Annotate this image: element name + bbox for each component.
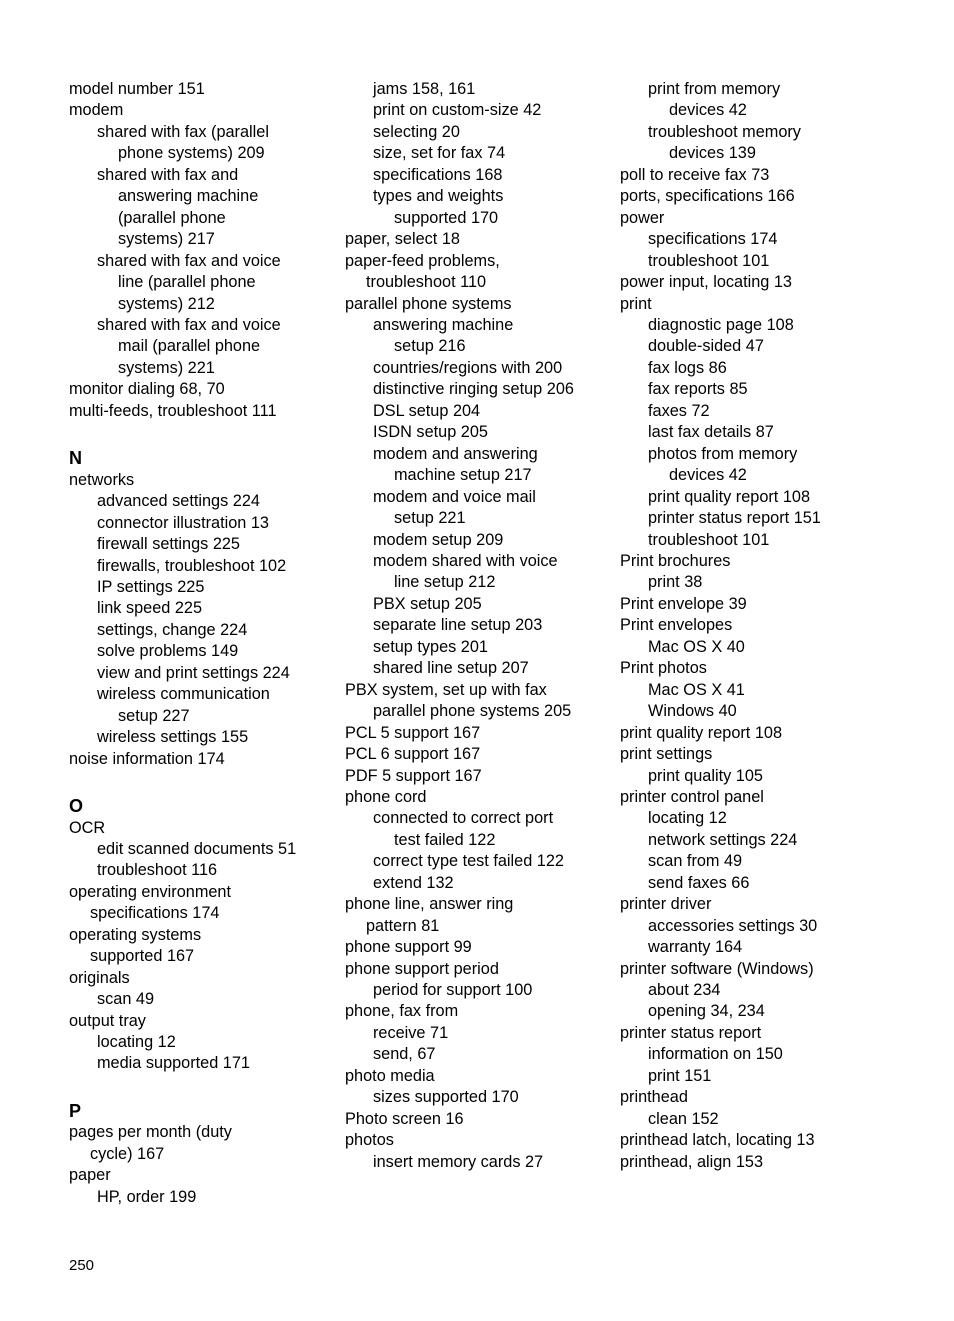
index-subentry: shared with fax (parallel bbox=[97, 122, 269, 141]
index-continuation: (parallel phone bbox=[118, 208, 226, 227]
index-entry: phone cord bbox=[345, 787, 427, 806]
index-subentry: jams 158, 161 bbox=[373, 80, 476, 98]
index-continuation: specifications 174 bbox=[90, 904, 220, 923]
index-continuation: setup 227 bbox=[118, 706, 190, 725]
index-continuation: devices 139 bbox=[669, 144, 756, 163]
index-entry: phone support period bbox=[345, 959, 499, 978]
index-subentry: period for support 100 bbox=[373, 981, 533, 1000]
index-subentry: parallel phone systems 205 bbox=[373, 702, 572, 721]
index-entry: PCL 5 support 167 bbox=[345, 723, 481, 742]
index-entry: PDF 5 support 167 bbox=[345, 766, 482, 785]
section-spacer bbox=[69, 770, 331, 795]
index-entry: print settings bbox=[620, 745, 713, 764]
index-entry: operating environment bbox=[69, 882, 232, 901]
index-entry: model number 151 bbox=[69, 80, 205, 98]
index-entry: originals bbox=[69, 968, 130, 987]
index-subentry: printer status report 151 bbox=[648, 509, 821, 528]
index-entry: print quality report 108 bbox=[620, 723, 783, 742]
index-entry: output tray bbox=[69, 1011, 146, 1030]
index-subentry: size, set for fax 74 bbox=[373, 144, 506, 163]
index-subentry: connector illustration 13 bbox=[97, 513, 269, 532]
index-entry: photos bbox=[345, 1131, 394, 1150]
index-subentry: send faxes 66 bbox=[648, 873, 750, 892]
index-continuation: systems) 221 bbox=[118, 358, 215, 377]
index-subentry: wireless settings 155 bbox=[97, 728, 249, 747]
index-subentry: edit scanned documents 51 bbox=[97, 839, 297, 858]
index-subentry: ISDN setup 205 bbox=[373, 423, 488, 442]
index-subentry: print quality 105 bbox=[648, 766, 763, 785]
index-subentry: troubleshoot 101 bbox=[648, 251, 770, 270]
index-subentry: PBX setup 205 bbox=[373, 594, 482, 613]
index-continuation: devices 42 bbox=[669, 466, 747, 485]
index-column-2 bbox=[345, 79, 607, 1173]
index-subentry: distinctive ringing setup 206 bbox=[373, 380, 574, 399]
index-subentry: last fax details 87 bbox=[648, 423, 774, 442]
index-subentry: clean 152 bbox=[648, 1109, 719, 1128]
index-entry: PBX system, set up with fax bbox=[345, 680, 547, 699]
index-subentry: shared with fax and bbox=[97, 165, 239, 184]
index-entry: pages per month (duty bbox=[69, 1123, 232, 1142]
index-entry: poll to receive fax 73 bbox=[620, 165, 770, 184]
index-entry: Print brochures bbox=[620, 551, 731, 570]
index-entry: paper bbox=[69, 1166, 111, 1185]
index-continuation: line setup 212 bbox=[394, 573, 496, 592]
index-subentry: opening 34, 234 bbox=[648, 1002, 765, 1021]
index-entry: phone support 99 bbox=[345, 938, 472, 957]
index-subentry: shared with fax and voice bbox=[97, 315, 281, 334]
index-entry: Print photos bbox=[620, 659, 707, 678]
index-subentry: photos from memory bbox=[648, 444, 798, 463]
index-subentry: solve problems 149 bbox=[97, 642, 239, 661]
index-subentry: view and print settings 224 bbox=[97, 663, 290, 682]
index-subentry: firewalls, troubleshoot 102 bbox=[97, 556, 287, 575]
index-subentry: Windows 40 bbox=[648, 702, 737, 721]
index-entry: print bbox=[620, 294, 652, 313]
index-entry: PCL 6 support 167 bbox=[345, 745, 481, 764]
index-subentry: firewall settings 225 bbox=[97, 535, 240, 554]
index-entry: OCR bbox=[69, 818, 106, 837]
index-subentry: settings, change 224 bbox=[97, 620, 248, 639]
index-subentry: send, 67 bbox=[373, 1045, 436, 1064]
index-entry: paper-feed problems, bbox=[345, 251, 500, 270]
index-subentry: separate line setup 203 bbox=[373, 616, 543, 635]
index-entry: printer software (Windows) bbox=[620, 959, 814, 978]
index-continuation: supported 170 bbox=[394, 208, 499, 227]
index-subentry: print 38 bbox=[648, 573, 703, 592]
index-continuation: cycle) 167 bbox=[90, 1144, 165, 1163]
index-subentry: correct type test failed 122 bbox=[373, 852, 564, 871]
index-continuation: test failed 122 bbox=[394, 830, 496, 849]
index-continuation: mail (parallel phone bbox=[118, 337, 261, 356]
index-continuation: systems) 217 bbox=[118, 230, 215, 249]
index-continuation: systems) 212 bbox=[118, 294, 215, 313]
index-entry: phone, fax from bbox=[345, 1002, 459, 1021]
index-subentry: troubleshoot memory bbox=[648, 122, 801, 141]
index-entry: photo media bbox=[345, 1066, 435, 1085]
index-entry: networks bbox=[69, 470, 135, 489]
index-subentry: troubleshoot 101 bbox=[648, 530, 770, 549]
index-subentry: specifications 168 bbox=[373, 165, 503, 184]
index-subentry: modem and answering bbox=[373, 444, 538, 463]
index-continuation: pattern 81 bbox=[366, 916, 440, 935]
index-subentry: troubleshoot 116 bbox=[97, 861, 218, 880]
index-subentry: print on custom-size 42 bbox=[373, 101, 542, 120]
index-subentry: warranty 164 bbox=[648, 938, 743, 957]
index-subentry: wireless communication bbox=[97, 685, 270, 704]
index-entry: printer status report bbox=[620, 1023, 762, 1042]
index-entry: parallel phone systems bbox=[345, 294, 512, 313]
index-subentry: connected to correct port bbox=[373, 809, 554, 828]
index-subentry: shared line setup 207 bbox=[373, 659, 529, 678]
section-spacer bbox=[69, 1075, 331, 1100]
index-subentry: link speed 225 bbox=[97, 599, 203, 618]
index-entry: multi-feeds, troubleshoot 111 bbox=[69, 401, 277, 420]
index-continuation: troubleshoot 110 bbox=[366, 273, 487, 292]
index-subentry: shared with fax and voice bbox=[97, 251, 281, 270]
index-subentry: print quality report 108 bbox=[648, 487, 811, 506]
index-continuation: line (parallel phone bbox=[118, 273, 256, 292]
index-continuation: answering machine bbox=[118, 187, 259, 206]
section-letter: N bbox=[69, 448, 82, 469]
index-subentry: accessories settings 30 bbox=[648, 916, 818, 935]
index-entry: printer control panel bbox=[620, 787, 764, 806]
index-subentry: about 234 bbox=[648, 981, 721, 1000]
index-subentry: faxes 72 bbox=[648, 401, 710, 420]
index-subentry: HP, order 199 bbox=[97, 1187, 197, 1206]
index-subentry: types and weights bbox=[373, 187, 504, 206]
index-column-1 bbox=[69, 79, 331, 1208]
index-entry: power input, locating 13 bbox=[620, 273, 792, 292]
index-subentry: scan from 49 bbox=[648, 852, 743, 871]
index-entry: phone line, answer ring bbox=[345, 895, 514, 914]
section-letter: O bbox=[69, 796, 84, 817]
index-subentry: network settings 224 bbox=[648, 830, 798, 849]
index-subentry: DSL setup 204 bbox=[373, 401, 481, 420]
index-entry: printhead bbox=[620, 1088, 688, 1107]
index-column-3 bbox=[620, 79, 882, 1173]
index-subentry: print 151 bbox=[648, 1066, 712, 1085]
index-entry: paper, select 18 bbox=[345, 230, 460, 249]
index-subentry: scan 49 bbox=[97, 990, 155, 1009]
index-subentry: extend 132 bbox=[373, 873, 454, 892]
index-subentry: countries/regions with 200 bbox=[373, 358, 563, 377]
index-subentry: answering machine bbox=[373, 315, 514, 334]
index-entry: Print envelope 39 bbox=[620, 594, 747, 613]
section-letter: P bbox=[69, 1100, 82, 1121]
index-entry: ports, specifications 166 bbox=[620, 187, 795, 206]
index-entry: Photo screen 16 bbox=[345, 1109, 464, 1128]
index-continuation: devices 42 bbox=[669, 101, 747, 120]
index-subentry: media supported 171 bbox=[97, 1054, 250, 1073]
index-subentry: locating 12 bbox=[648, 809, 727, 828]
index-entry: printhead latch, locating 13 bbox=[620, 1131, 815, 1150]
index-subentry: fax reports 85 bbox=[648, 380, 748, 399]
index-entry: noise information 174 bbox=[69, 749, 225, 768]
index-subentry: locating 12 bbox=[97, 1033, 176, 1052]
index-subentry: Mac OS X 40 bbox=[648, 637, 745, 656]
index-subentry: IP settings 225 bbox=[97, 577, 205, 596]
index-subentry: setup types 201 bbox=[373, 637, 488, 656]
index-continuation: machine setup 217 bbox=[394, 466, 532, 485]
index-subentry: fax logs 86 bbox=[648, 358, 727, 377]
index-subentry: diagnostic page 108 bbox=[648, 315, 794, 334]
index-entry: modem bbox=[69, 101, 124, 120]
index-subentry: print from memory bbox=[648, 80, 781, 98]
index-entry: printer driver bbox=[620, 895, 712, 914]
index-subentry: modem and voice mail bbox=[373, 487, 536, 506]
index-subentry: double-sided 47 bbox=[648, 337, 764, 356]
index-entry: monitor dialing 68, 70 bbox=[69, 380, 225, 399]
index-subentry: sizes supported 170 bbox=[373, 1088, 519, 1107]
index-subentry: Mac OS X 41 bbox=[648, 680, 745, 699]
index-subentry: selecting 20 bbox=[373, 122, 460, 141]
index-continuation: setup 216 bbox=[394, 337, 466, 356]
index-entry: operating systems bbox=[69, 925, 202, 944]
index-subentry: receive 71 bbox=[373, 1023, 449, 1042]
index-subentry: information on 150 bbox=[648, 1045, 783, 1064]
section-spacer bbox=[69, 422, 331, 447]
index-subentry: modem setup 209 bbox=[373, 530, 504, 549]
index-continuation: supported 167 bbox=[90, 947, 195, 966]
index-entry: printhead, align 153 bbox=[620, 1152, 764, 1171]
index-subentry: advanced settings 224 bbox=[97, 492, 260, 511]
index-subentry: specifications 174 bbox=[648, 230, 778, 249]
index-continuation: setup 221 bbox=[394, 509, 466, 528]
index-subentry: insert memory cards 27 bbox=[373, 1152, 544, 1171]
index-subentry: modem shared with voice bbox=[373, 551, 558, 570]
page-number: 250 bbox=[69, 1257, 95, 1274]
index-entry: Print envelopes bbox=[620, 616, 733, 635]
index-entry: power bbox=[620, 208, 665, 227]
index-continuation: phone systems) 209 bbox=[118, 144, 265, 163]
